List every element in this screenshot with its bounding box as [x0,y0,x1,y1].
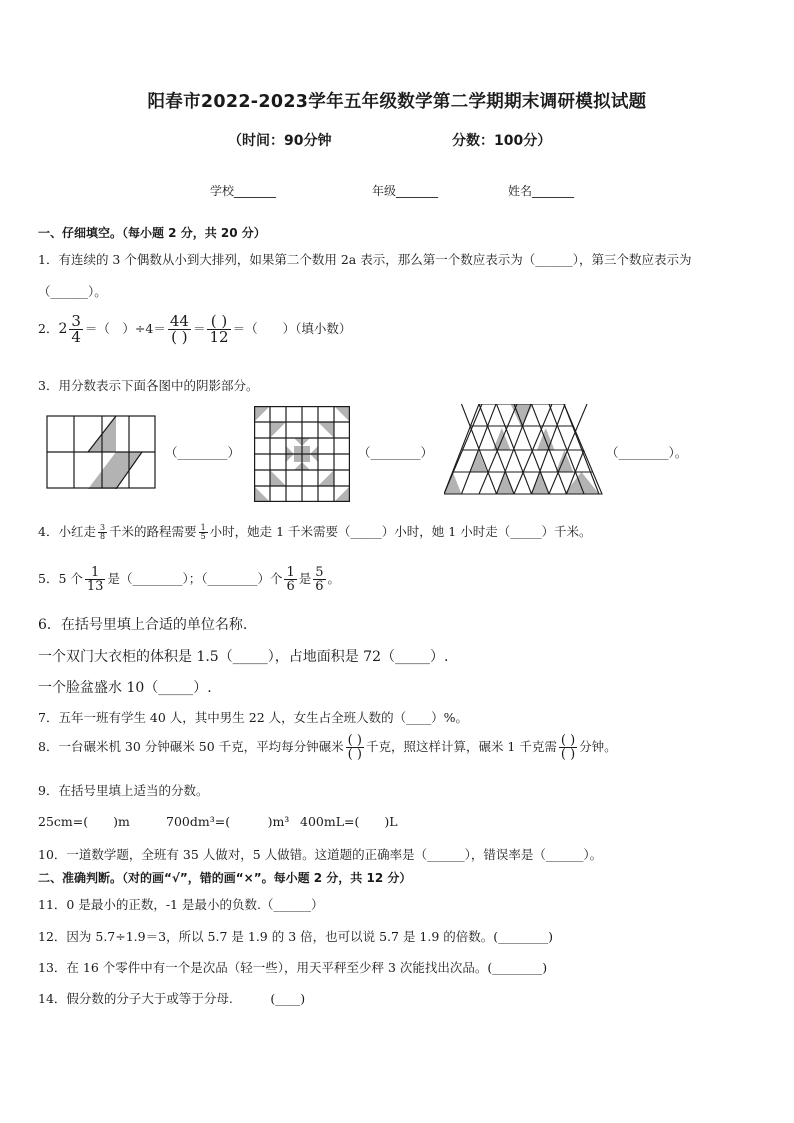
question-11: 11．0 是最小的正数，-1 是最小的负数.（______） [38,897,324,912]
q5-fraction-2: $\frac{1}{6}$ [286,565,295,594]
question-2 [38,314,351,345]
figure-grid-square [254,406,350,502]
q2-fraction-2: $\frac{44}{( )}$ [169,312,189,346]
q3-answer-blank-1[interactable]: （________） [165,445,241,460]
question-10: 10．一道数学题，全班有 35 人做对，5 人做错。这道题的正确率是（______），错误率是（______）。 [38,847,603,862]
question-6-line-1: 6．在括号里填上合适的单位名称. [38,617,248,633]
q5-fraction-3: $\frac{5}{6}$ [315,565,324,594]
question-6-line-3: 一个脸盆盛水 10（_____）. [38,680,212,696]
q2-whole: 2 [58,321,68,337]
question-5: 5．5 个 $\frac{1}{13}$ 是（________）；（________）个 $\frac{1}{6}$ 是 $\frac{5}{6}$ 。 [38,565,341,594]
q8-fraction-1: $\frac{( )}{( )}$ [347,733,362,762]
question-8: 8．一台碾米机 30 分钟碾米 50 千克，平均每分钟碾米 $\frac{( )}{( )}$ 千克，照这样计算，碾米 1 千克需 $\frac{( )}{( )}$ 分钟。 [38,733,617,762]
q4-fraction-1: $\frac{3}{8}$ [99,523,106,541]
q2-fraction-1: $\frac{3}{4}$ [71,312,81,346]
question-13: 13．在 16 个零件中有一个是次品（轻一些），用天平秤至少秤 3 次能找出次品。(________) [38,960,548,975]
q3-answer-blank-2[interactable]: （________） [358,445,434,460]
question-12: 12．因为 5.7÷1.9＝3，所以 5.7 是 1.9 的 3 倍，也可以说 5.7 是 1.9 的倍数。(________) [38,929,554,944]
question-9: 9．在括号里填上适当的分数。 [38,783,209,798]
q9-item-a: 25cm=( )m [38,814,130,829]
question-1-line-1: 1．有连续的 3 个偶数从小到大排列，如果第二个数用 2a 表示，那么第一个数应表示为（______），第三个数应表示为 [38,252,692,267]
q5-fraction-1: $\frac{1}{13}$ [86,565,104,594]
question-4: 4．小红走 $\frac{3}{8}$ 千米的路程需要 $\frac{1}{5}$ 小时，她走 1 千米需要（_____）小时，她 1 小时走（_____）千米。 [38,523,592,541]
exam-time: （时间：90分钟 [228,133,332,149]
name-field: 姓名_______ [508,184,575,198]
q2-prefix: 2． [38,321,59,336]
q8-fraction-2: $\frac{( )}{( )}$ [560,733,576,762]
page-title: 阳春市2022-2023学年五年级数学第二学期期末调研模拟试题 [147,92,647,112]
q9-item-b: 700dm³=( )m³ [166,814,290,829]
section-1-heading: 一、仔细填空。（每小题 2 分，共 20 分） [38,226,266,240]
figure-grid-rectangle [46,415,156,489]
question-6-line-2: 一个双门大衣柜的体积是 1.5（_____），占地面积是 72（_____）. [38,649,449,665]
q2-mid-1: ＝（ ）÷4＝ [84,321,166,336]
exam-score: 分数：100分） [452,133,552,149]
q3-answer-blank-3[interactable]: （________）。 [606,445,688,460]
q2-mid-2: ＝ [192,321,206,336]
grade-field: 年级_______ [372,184,439,198]
question-7: 7．五年一班有学生 40 人，其中男生 22 人，女生占全班人数的（____）%。 [38,710,469,725]
q4-fraction-2: $\frac{1}{5}$ [200,523,206,541]
figure-triangle-trapezoid [444,404,604,496]
q2-tail: ＝（ ）（填小数） [232,321,352,336]
question-3: 3．用分数表示下面各图中的阴影部分。 [38,378,259,393]
q9-item-c: 400mL=( )L [300,814,398,829]
question-14: 14．假分数的分子大于或等于分母. (____) [38,991,306,1006]
school-field: 学校_______ [210,184,277,198]
section-2-heading: 二、准确判断。（对的画“√”，错的画“×”。每小题 2 分，共 12 分） [38,871,412,885]
q2-fraction-3: $\frac{( )}{12}$ [209,312,229,346]
question-1-line-2: （______）。 [38,284,107,299]
